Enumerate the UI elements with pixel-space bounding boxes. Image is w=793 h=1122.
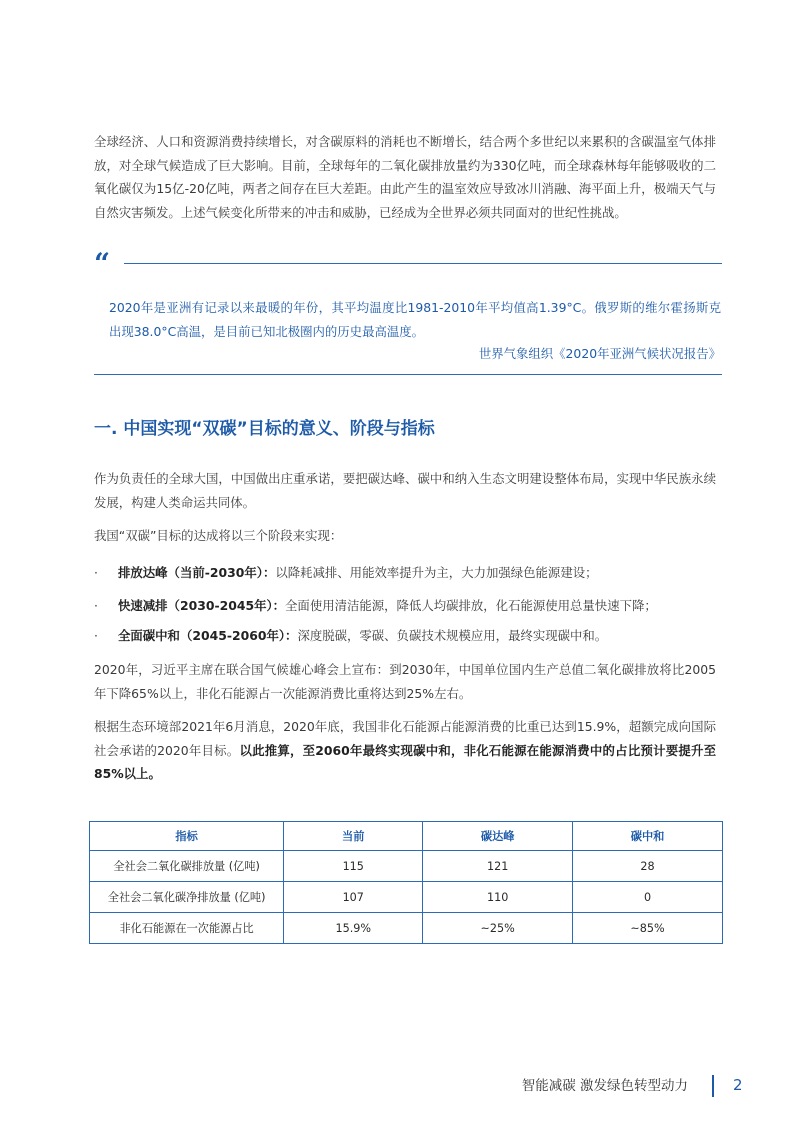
bullet-term: 全面碳中和（2045-2060年）： (118, 628, 298, 643)
footer-divider (712, 1075, 714, 1097)
quote-source: 世界气象组织《2020年亚洲气候状况报告》 (478, 346, 721, 361)
quote-top-rule (124, 263, 722, 264)
table-header-cell: 指标 (90, 822, 284, 851)
table-header-cell: 碳达峰 (423, 822, 573, 851)
bullet-dot-icon: · (94, 598, 98, 613)
section-heading: 一. 中国实现“双碳”目标的意义、阶段与指标 (94, 419, 435, 439)
table-header-row (90, 822, 723, 851)
table-header-cell: 当前 (284, 822, 423, 851)
section-paragraph-3: 2020年，习近平主席在联合国气候雄心峰会上宣布：到2030年，中国单位国内生产总值二氧化碳排放将比2005年下降65%以上，非化石能源占一次能源消费比重将达到25%左右。 (94, 662, 716, 701)
table-cell: 非化石能源在一次能源占比 (90, 913, 284, 944)
bullet-text: 深度脱碳，零碳、负碳技术规模应用，最终实现碳中和。 (297, 628, 608, 643)
table-cell: 全社会二氧化碳净排放量 (亿吨) (90, 882, 284, 913)
bullet-dot-icon: · (94, 565, 98, 580)
bullet-text: 全面使用清洁能源，降低人均碳排放，化石能源使用总量快速下降； (285, 598, 657, 613)
section-paragraph-1: 作为负责任的全球大国，中国做出庄重承诺，要把碳达峰、碳中和纳入生态文明建设整体布局，实现中华民族永续发展，构建人类命运共同体。 (94, 471, 716, 510)
quote-text: 2020年是亚洲有记录以来最暖的年份，其平均温度比1981-2010年平均值高1.39°C。俄罗斯的维尔霍扬斯克出现38.0°C高温，是目前已知北极圈内的历史最高温度。 (109, 300, 721, 339)
bullet-text: 以降耗减排、用能效率提升为主，大力加强绿色能源建设； (275, 565, 598, 580)
indicator-table (89, 821, 723, 944)
page-number: 2 (733, 1076, 743, 1094)
table-row (90, 851, 723, 882)
section-paragraph-4 (94, 715, 716, 786)
quote-bottom-rule (94, 374, 722, 375)
table-cell: 全社会二氧化碳排放量 (亿吨) (90, 851, 284, 882)
paragraph-plain: 根据生态环境部2021年6月消息，2020年底，我国非化石能源占能源消费的比重已达到15.9%，超额完成向国际社会承诺的2020年目标。 (94, 719, 716, 758)
table-cell: 28 (573, 851, 723, 882)
table-cell: 15.9% (284, 913, 423, 944)
bullet-dot-icon: · (94, 628, 98, 643)
footer-title: 智能减碳 激发绿色转型动力 (521, 1078, 688, 1094)
stage-bullet-3 (94, 624, 716, 647)
quote-mark-icon: “ (94, 247, 111, 280)
table-cell: 0 (573, 882, 723, 913)
intro-paragraph: 全球经济、人口和资源消费持续增长，对含碳原料的消耗也不断增长，结合两个多世纪以来累积的含碳温室气体排放，对全球气候造成了巨大影响。目前，全球每年的二氧化碳排放量约为330亿吨，而全球森林每年能够吸收的二氧化碳仅为15亿-20亿吨，两者之间存在巨大差距。由此产生的温室效应导致冰川消融、海平面上升，极端天气与自然灾害频发。上述气候变化所带来的冲击和威胁，已经成为全世界必须共同面对的世纪性挑战。 (94, 134, 716, 220)
section-paragraph-2: 我国“双碳”目标的达成将以三个阶段来实现： (94, 528, 343, 543)
table-row (90, 882, 723, 913)
paragraph-emphasis: 以此推算，至2060年最终实现碳中和，非化石能源在能源消费中的占比预计要提升至85%以上。 (94, 742, 716, 781)
table-cell: 121 (423, 851, 573, 882)
table-row (90, 913, 723, 944)
stage-bullet-1 (94, 561, 716, 584)
bullet-term: 排放达峰（当前-2030年）： (118, 565, 276, 580)
bullet-term: 快速减排（2030-2045年）： (118, 598, 286, 613)
table-cell: 115 (284, 851, 423, 882)
stage-bullet-2 (94, 594, 716, 617)
table-cell: ~25% (423, 913, 573, 944)
table-header-cell: 碳中和 (573, 822, 723, 851)
table-cell: 110 (423, 882, 573, 913)
table-cell: ~85% (573, 913, 723, 944)
table-cell: 107 (284, 882, 423, 913)
